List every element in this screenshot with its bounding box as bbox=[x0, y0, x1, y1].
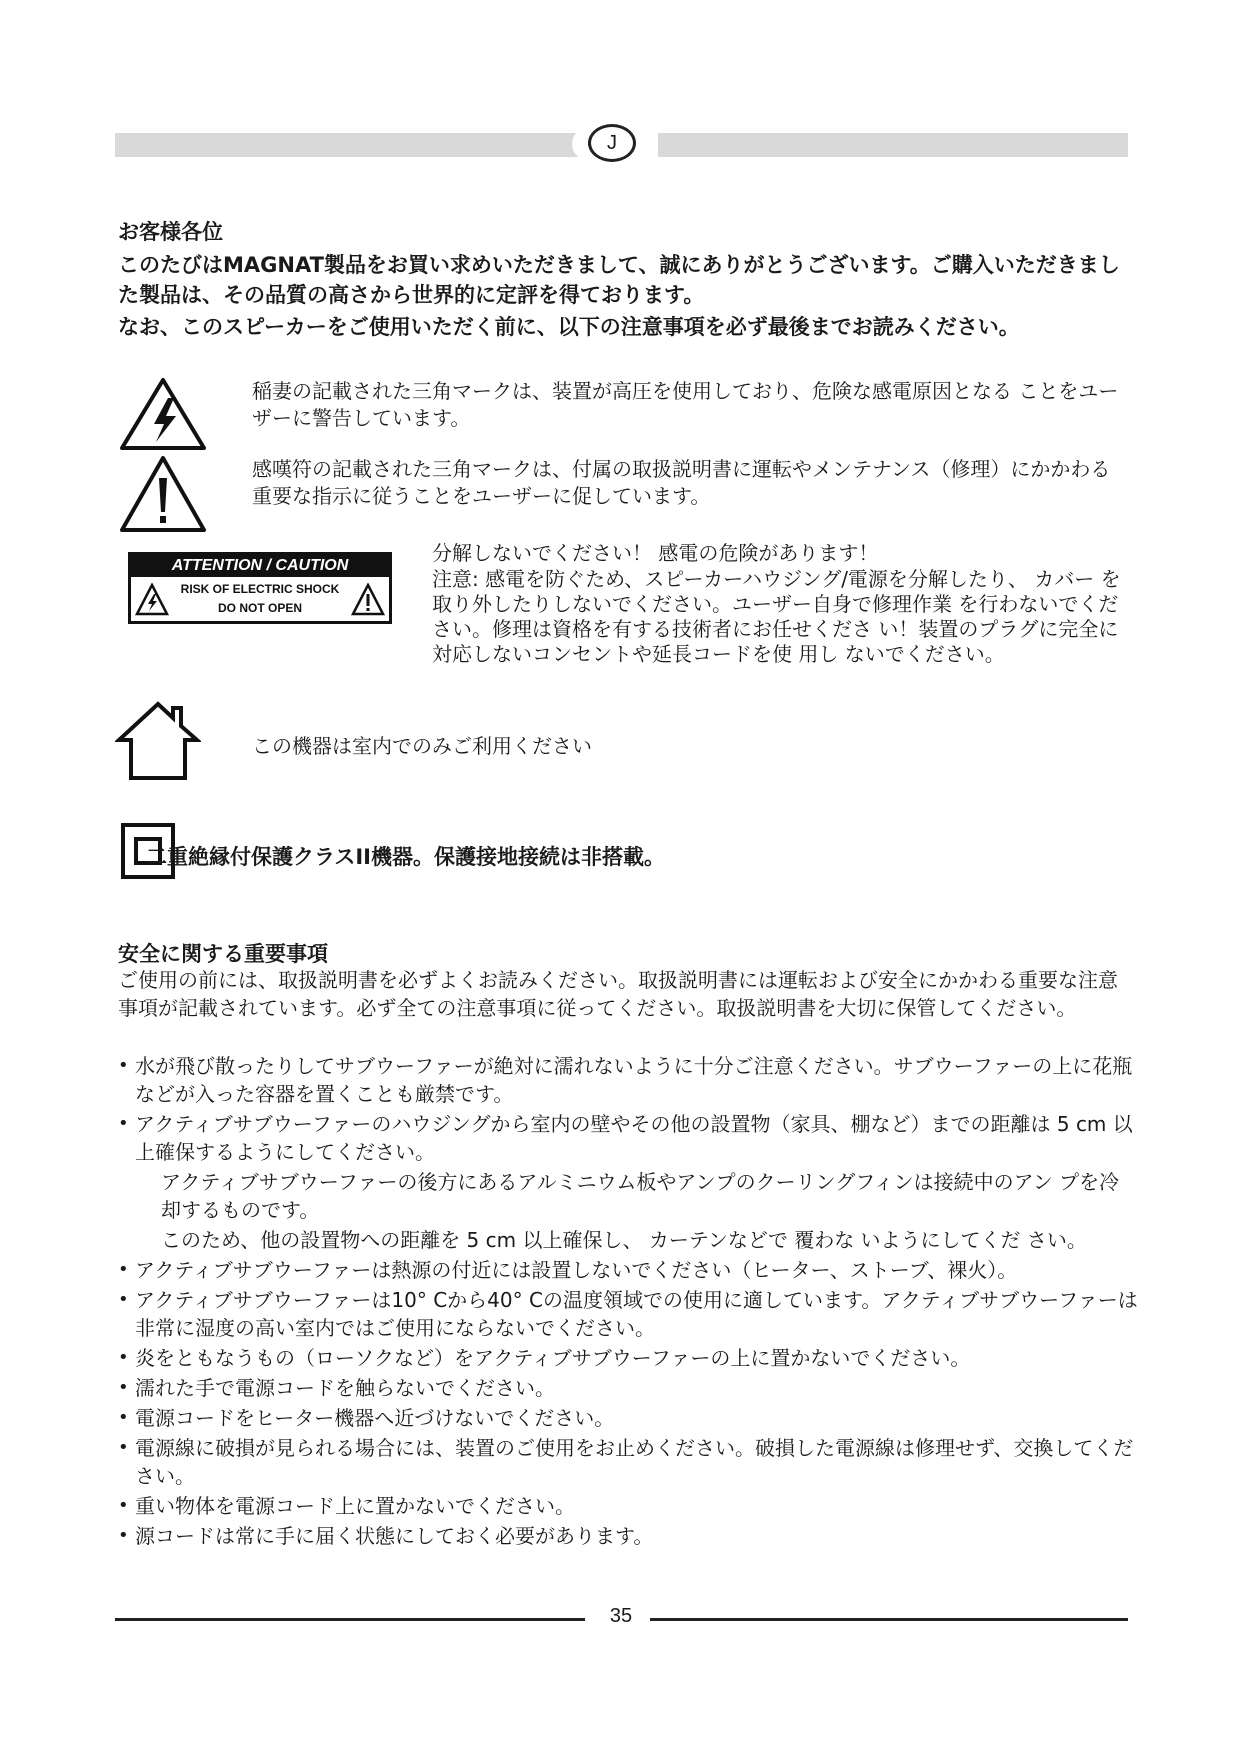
salutation: お客様各位 bbox=[118, 220, 223, 244]
safety-item: • 電源コードをヒーター機器へ近づけないでください。 bbox=[118, 1404, 1138, 1432]
lightning-warning-text: 稲妻の記載された三角マークは、装置が高圧を使用しており、危険な感電原因となる ことをユーザーに警告しています。 bbox=[252, 379, 1119, 430]
indoor-use-icon bbox=[115, 700, 201, 782]
lightning-warning-icon bbox=[118, 376, 208, 452]
safety-item: • アクティブサブウーファーは熱源の付近には設置しないでください（ヒーター、ストーブ、裸火）。 bbox=[118, 1256, 1138, 1284]
class2-text: 二重絶縁付保護クラスII機器。保護接地接続は非搭載。 bbox=[146, 845, 665, 869]
safety-item: • 電源線に破損が見られる場合には、装置のご使用をお止めください。破損した電源線は修理せず、交換してください。 bbox=[118, 1434, 1138, 1490]
caution-label-exclamation-icon bbox=[351, 583, 385, 617]
safety-item-note: このため、他の設置物への距離を 5 cm 以上確保し、 カーテンなどで 覆わな いようにしてくだ さい。 bbox=[161, 1228, 1087, 1252]
safety-list bbox=[118, 1052, 1138, 1552]
footer-rule-left bbox=[115, 1618, 585, 1621]
safety-item: • 源コードは常に手に届く状態にしておく必要があります。 bbox=[118, 1522, 1138, 1550]
notice-paragraph: なお、このスピーカーをご使用いただく前に、以下の注意事項を必ず最後までお読みください。 bbox=[118, 315, 1020, 339]
caution-label bbox=[128, 552, 392, 624]
safety-item: • 重い物体を電源コード上に置かないでください。 bbox=[118, 1492, 1138, 1520]
header-bar-left bbox=[115, 133, 583, 157]
page-number: 35 bbox=[609, 1605, 633, 1627]
safety-item: • 水が飛び散ったりしてサブウーファーが絶対に濡れないように十分ご注意ください。サブウーファーの上に花瓶などが入った容器を置くことも厳禁です。 bbox=[118, 1052, 1138, 1108]
caution-label-heading: ATTENTION / CAUTION bbox=[131, 555, 389, 577]
caution-title: 分解しないでください！ 感電の危険があります！ bbox=[432, 541, 879, 565]
safety-item bbox=[118, 1110, 1138, 1254]
language-badge: J bbox=[588, 124, 636, 162]
safety-intro: ご使用の前には、取扱説明書を必ずよくお読みください。取扱説明書には運転および安全にかかわる重要な注意事項が記載されています。必ず全ての注意事項に従ってください。取扱説明書を大切に保管してください。 bbox=[118, 968, 1118, 1020]
thanks-paragraph: このたびはMAGNAT製品をお買い求めいただきまして、誠にありがとうございます。ご購入いただきました製品は、その品質の高さから世界的に定評を得ております。 bbox=[118, 253, 1120, 307]
header-bar-right bbox=[658, 133, 1128, 157]
safety-heading: 安全に関する重要事項 bbox=[118, 942, 328, 966]
caution-body: 注意: 感電を防ぐため、スピーカーハウジング/電源を分解したり、 カバー を取り外したりしないでください。ユーザー自身で修理作業 を行わないでください。修理は資格を有する技術者にお任せくださ い！装置のプラグに完全に対応しないコンセントや延長コードを使 用し ないでください。 bbox=[432, 567, 1121, 666]
exclamation-warning-text: 感嘆符の記載された三角マークは、付属の取扱説明書に運転やメンテナンス（修理）にかかわる重要な指示に従うことをユーザーに促しています。 bbox=[252, 457, 1111, 508]
safety-item: • 濡れた手で電源コードを触らないでください。 bbox=[118, 1374, 1138, 1402]
exclamation-warning-icon bbox=[118, 454, 208, 534]
safety-item-note: アクティブサブウーファーの後方にあるアルミニウム板やアンプのクーリングフィンは接続中のアン プを冷却するものです。 bbox=[161, 1170, 1120, 1222]
safety-item: • アクティブサブウーファーは10° Cから40° Cの温度領域での使用に適しています。アクティブサブウーファーは非常に湿度の高い室内ではご使用にならないでください。 bbox=[118, 1286, 1138, 1342]
safety-item: • 炎をともなうもの（ローソクなど）をアクティブサブウーファーの上に置かないでください。 bbox=[118, 1344, 1138, 1372]
safety-item-text: • アクティブサブウーファーのハウジングから室内の壁やその他の設置物（家具、棚など）までの距離は 5 cm 以上確保するようにしてください。 bbox=[135, 1112, 1133, 1164]
caution-label-line2: DO NOT OPEN bbox=[217, 601, 302, 615]
caution-label-line1: RISK OF ELECTRIC SHOCK bbox=[180, 582, 340, 596]
indoor-use-text: この機器は室内でのみご利用ください bbox=[252, 734, 592, 758]
footer-rule-right bbox=[650, 1618, 1128, 1621]
